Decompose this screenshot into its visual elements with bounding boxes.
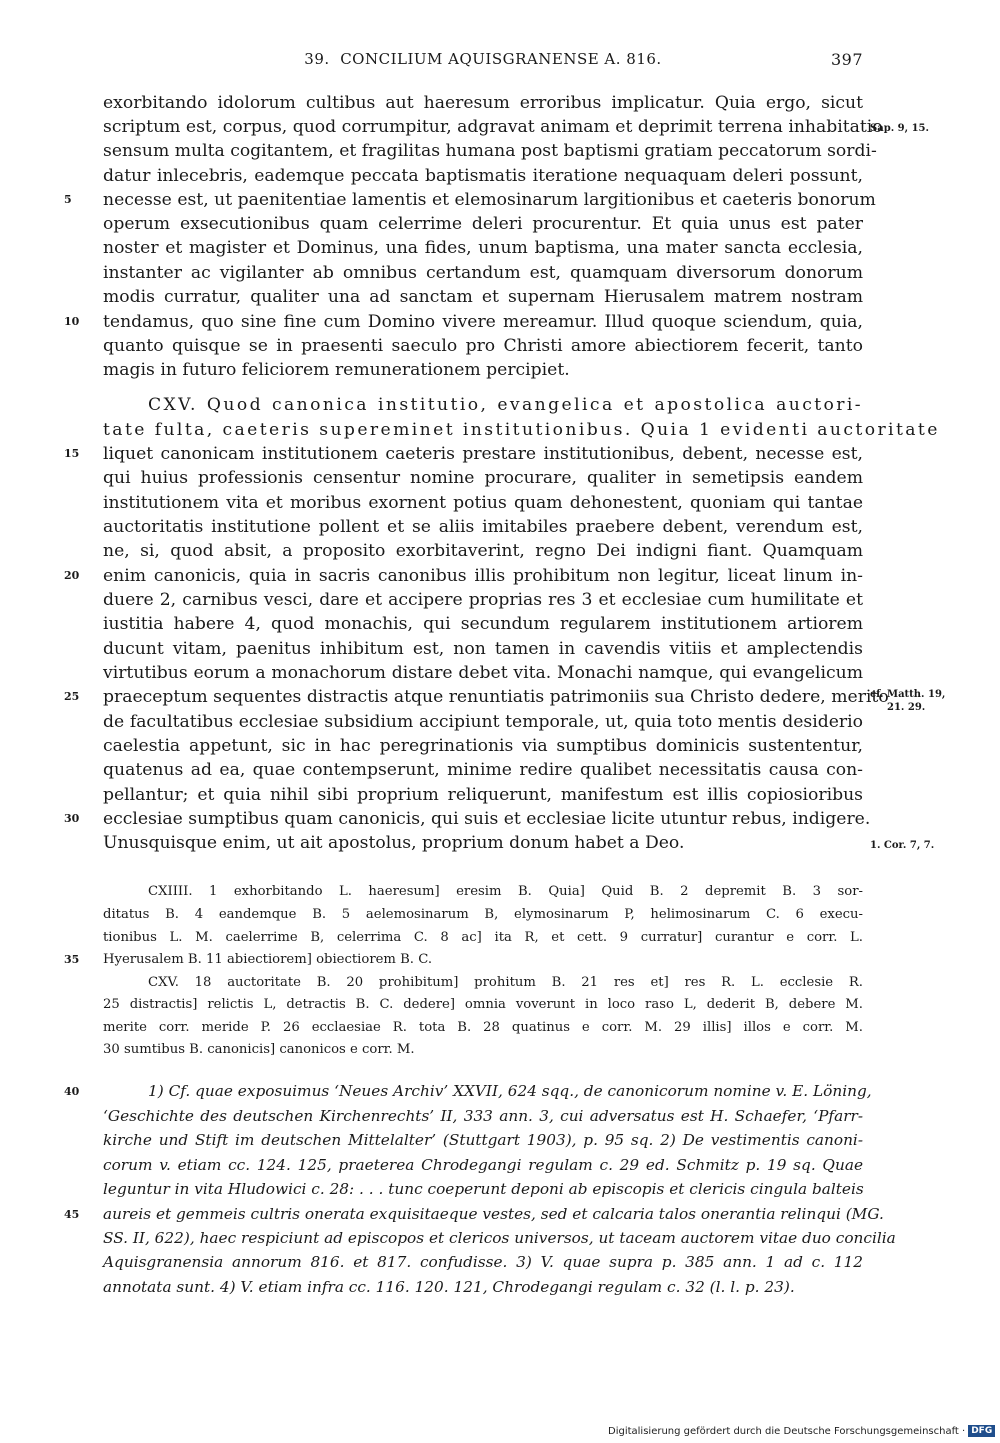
chapter-heading-line: tate fulta, caeteris supereminet institutionibus. Quia 1 evidenti auctoritate: [103, 420, 940, 440]
apparatus-line: ditatus B. 4 eandemque B. 5 aelemosinarum B, elymosinarum P, helimosinarum C. 6 execu-: [103, 907, 863, 922]
footnote-line: kirche und Stift im deutschen Mittelalter’ (Stuttgart 1903), p. 95 sq. 2) De vestimentis canoni-: [103, 1131, 863, 1149]
text-line: magis in futuro feliciorem remunerationem percipiet.: [103, 360, 570, 380]
text-line: exorbitando idolorum cultibus aut haeresum erroribus implicatur. Quia ergo, sicut: [103, 93, 863, 113]
apparatus-line: CXIIII. 1 exhorbitando L. haeresum] eresim B. Quia] Quid B. 2 depremit B. 3 sor-: [148, 884, 863, 899]
text-line: institutionem vita et moribus exornent potius quam dehonestent, quoniam qui tantae: [103, 493, 863, 513]
text-line: instanter ac vigilanter ab omnibus certandum est, quamquam diversorum donorum: [103, 263, 863, 283]
apparatus-line: CXV. 18 auctoritate B. 20 prohibitum] prohitum B. 21 res et] res R. L. ecclesie R.: [148, 975, 863, 990]
text-line: Unusquisque enim, ut ait apostolus, proprium donum habet a Deo.: [103, 833, 685, 853]
footnote-line: ‘Geschichte des deutschen Kirchenrechts’ II, 333 ann. 3, cui adversatus est H. Schaefer, ‘Pfarr-: [103, 1107, 863, 1125]
apparatus-line: tionibus L. M. caelerrime B, celerrima C. 8 ac] ita R, et cett. 9 curratur] curantur e corr. L.: [103, 930, 863, 945]
line-number: 20: [64, 569, 80, 582]
margin-reference: 1. Cor. 7, 7.: [870, 840, 935, 851]
footnote-line: leguntur in vita Hludowici c. 28: . . . tunc coeperunt deponi ab episcopis et clericis cingula balteis: [103, 1180, 864, 1198]
text-line: praeceptum sequentes distractis atque renuntiatis patrimoniis sua Christo dedere, merito: [103, 687, 889, 707]
chapter-heading-line: CXV. Quod canonica institutio, evangelica et apostolica auctori-: [148, 395, 863, 415]
apparatus-line: 30 sumtibus B. canonicis] canonicos e corr. M.: [103, 1042, 415, 1057]
footnote-line: annotata sunt. 4) V. etiam infra cc. 116. 120. 121, Chrodegangi regulam c. 32 (l. l. p. 23).: [103, 1278, 795, 1296]
margin-reference: 21. 29.: [887, 702, 926, 713]
text-line: qui huius professionis censentur nomine procurare, qualiter in semetipsis eandem: [103, 468, 863, 488]
apparatus-line: merite corr. meride P. 26 ecclaesiae R. tota B. 28 quatinus e corr. M. 29 illis] illos e corr. M.: [103, 1020, 863, 1035]
line-number: 5: [64, 193, 72, 206]
text-line: ecclesiae sumptibus quam canonicis, qui suis et ecclesiae licite utuntur rebus, indigere.: [103, 809, 871, 829]
line-number: 35: [64, 953, 80, 966]
text-line: auctoritatis institutione pollent et se aliis imitabiles praebere debent, verendum est,: [103, 517, 863, 537]
dfg-logo: DFG: [968, 1425, 995, 1437]
text-line: duere 2, carnibus vesci, dare et accipere proprias res 3 et ecclesiae cum humilitate et: [103, 590, 863, 610]
text-line: virtutibus eorum a monachorum distare debet vita. Monachi namque, qui evangelicum: [103, 663, 863, 683]
line-number: 15: [64, 447, 80, 460]
text-line: quanto quisque se in praesenti saeculo pro Christi amore abiectiorem fecerit, tanto: [103, 336, 863, 356]
text-line: tendamus, quo sine fine cum Domino vivere mereamur. Illud quoque sciendum, quia,: [103, 312, 863, 332]
text-line: scriptum est, corpus, quod corrumpitur, adgravat animam et deprimit terrena inhabitatio: [103, 117, 883, 137]
page-number: 397: [830, 50, 863, 69]
line-number: 10: [64, 315, 80, 328]
footnote-line: aureis et gemmeis cultris onerata exquisitaeque vestes, sed et calcaria talos onerantia relinqui (MG.: [103, 1205, 884, 1223]
text-line: necesse est, ut paenitentiae lamentis et elemosinarum largitionibus et caeteris bonorum: [103, 190, 876, 210]
text-line: enim canonicis, quia in sacris canonibus illis prohibitum non legitur, liceat linum in-: [103, 566, 863, 586]
footer-text: Digitalisierung gefördert durch die Deutsche Forschungsgemeinschaft ·: [608, 1426, 966, 1437]
footnote-line: Aquisgranensia annorum 816. et 817. confudisse. 3) V. quae supra p. 385 ann. 1 ad c. 112: [103, 1253, 863, 1271]
footnote-line: corum v. etiam cc. 124. 125, praeterea Chrodegangi regulam c. 29 ed. Schmitz p. 19 sq. Quae: [103, 1156, 863, 1174]
line-number: 30: [64, 812, 80, 825]
text-line: pellantur; et quia nihil sibi proprium reliquerunt, manifestum est illis copiosioribus: [103, 785, 863, 805]
text-line: iustitia habere 4, quod monachis, qui secundum regularem institutionem artiorem: [103, 614, 863, 634]
digitization-footer: [608, 1425, 995, 1437]
text-line: ducunt vitam, paenitus inhibitum est, non tamen in cavendis vitiis et amplectendis: [103, 639, 863, 659]
line-number: 45: [64, 1208, 80, 1221]
apparatus-line: Hyerusalem B. 11 abiectiorem] obiectiorem B. C.: [103, 952, 433, 967]
text-line: operum exsecutionibus quam celerrime deleri procurentur. Et quia unus est pater: [103, 214, 863, 234]
apparatus-line: 25 distractis] relictis L, detractis B. C. dedere] omnia voverunt in loco raso L, dederit B, debere M.: [103, 997, 863, 1012]
text-line: sensum multa cogitantem, et fragilitas humana post baptismi gratiam peccatorum sordi-: [103, 141, 877, 161]
footnote-line: SS. II, 622), haec respiciunt ad episcopos et clericos universos, ut taceam auctorem vitae duo concilia: [103, 1229, 896, 1247]
text-line: noster et magister et Dominus, una fides, unum baptisma, una mater sancta ecclesia,: [103, 238, 863, 258]
line-number: 40: [64, 1085, 80, 1098]
text-line: de facultatibus ecclesiae subsidium accipiunt temporale, ut, quia toto mentis desiderio: [103, 712, 863, 732]
text-line: datur inlecebris, eademque peccata baptismatis iteratione nequaquam deleri possunt,: [103, 166, 863, 186]
line-number: 25: [64, 690, 80, 703]
header-title: 39. CONCILIUM AQUISGRANENSE A. 816.: [304, 50, 662, 68]
text-line: quatenus ad ea, quae contempserunt, minime redire qualibet necessitatis causa con-: [103, 760, 863, 780]
text-line: modis curratur, qualiter una ad sanctam et supernam Hierusalem matrem nostram: [103, 287, 863, 307]
margin-reference: cf. Matth. 19,: [870, 689, 946, 700]
margin-reference: Sap. 9, 15.: [870, 123, 929, 134]
running-header: [103, 50, 863, 74]
text-line: caelestia appetunt, sic in hac peregrinationis via sumptibus dominicis sustententur,: [103, 736, 863, 756]
footnote-line: 1) Cf. quae exposuimus ‘Neues Archiv’ XXVII, 624 sqq., de canonicorum nomine v. E. Löning,: [148, 1082, 872, 1100]
text-line: liquet canonicam institutionem caeteris prestare institutionibus, debent, necesse est,: [103, 444, 863, 464]
text-line: ne, si, quod absit, a proposito exorbitaverint, regno Dei indigni fiant. Quamquam: [103, 541, 863, 561]
header-chapter: 39.: [304, 50, 330, 68]
